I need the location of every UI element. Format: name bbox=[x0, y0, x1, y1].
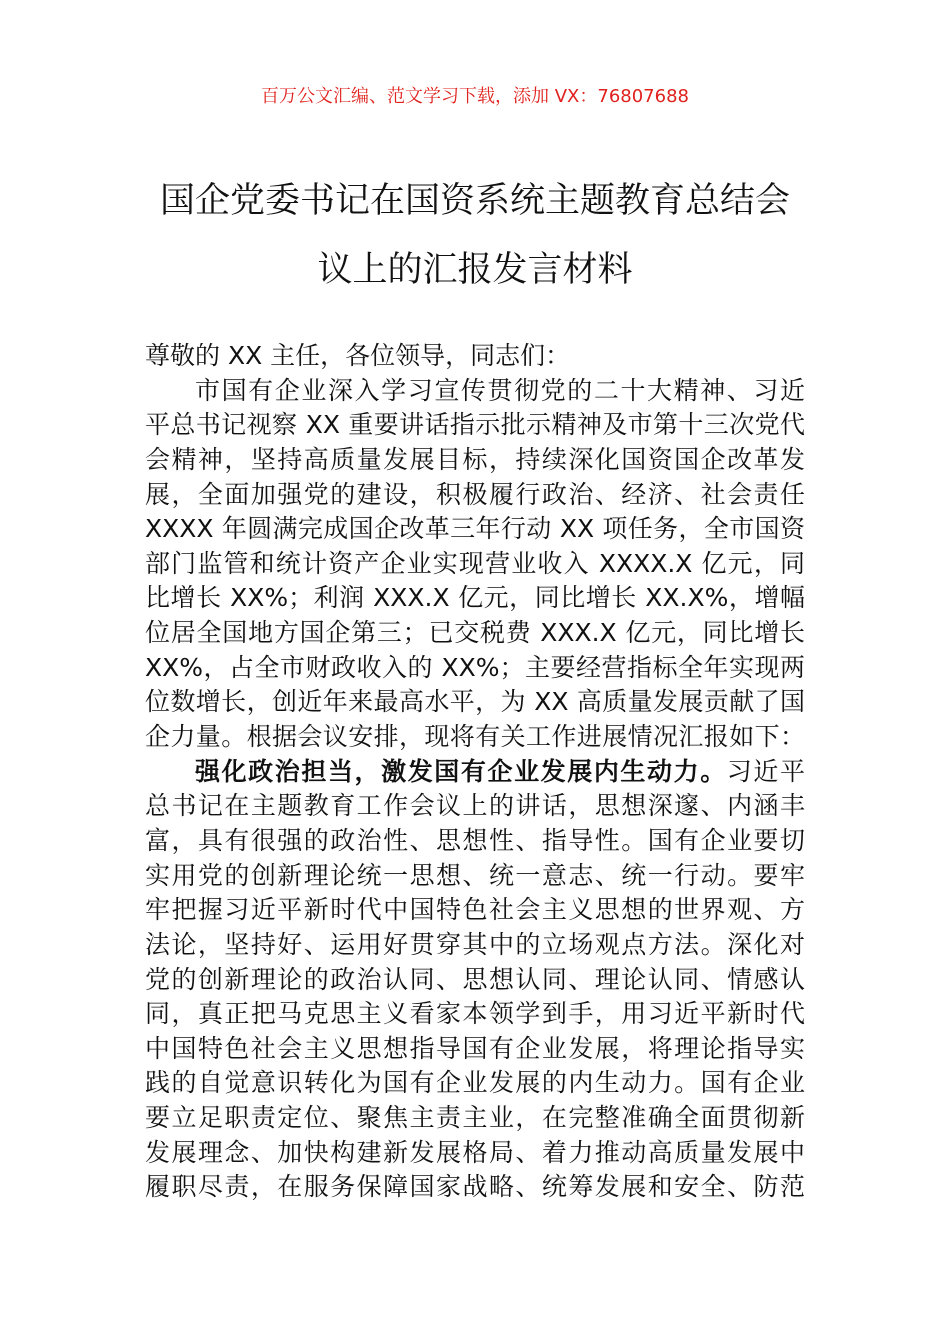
line-text: XXXX 年圆满完成国企改革三年行动 XX 项任务，全市国资 bbox=[145, 514, 805, 544]
line-text: 发展理念、加快构建新发展格局、着力推动高质量发展中 bbox=[145, 1137, 805, 1167]
text-line bbox=[145, 581, 805, 616]
text-line bbox=[145, 651, 805, 686]
text-line bbox=[145, 616, 805, 651]
line-text: 践的自觉意识转化为国有企业发展的内生动力。国有企业 bbox=[145, 1068, 805, 1098]
text-line bbox=[145, 824, 805, 859]
line-text: 位居全国地方国企第三；已交税费 XXX.X 亿元，同比增长 bbox=[145, 618, 805, 648]
text-line bbox=[145, 963, 805, 998]
line-text: 尊敬的 XX 主任，各位领导，同志们： bbox=[145, 341, 571, 370]
text-line bbox=[145, 755, 805, 790]
line-text: 展，全面加强党的建设，积极履行政治、经济、社会责任 bbox=[145, 479, 805, 509]
line-text: 位数增长，创近年来最高水平，为 XX 高质量发展贡献了国 bbox=[145, 687, 805, 717]
line-text: 企力量。根据会议安排，现将有关工作进展情况汇报如下： bbox=[145, 722, 805, 752]
text-line bbox=[145, 928, 805, 963]
text-line bbox=[145, 339, 805, 374]
line-text: 实用党的创新理论统一思想、统一意志、统一行动。要牢 bbox=[145, 860, 805, 890]
text-line bbox=[145, 1032, 805, 1067]
line-text: 同，真正把马克思主义看家本领学到手，用习近平新时代 bbox=[145, 999, 805, 1029]
section-heading: 强化政治担当，激发国有企业发展内生动力。 bbox=[195, 756, 727, 786]
line-text: 党的创新理论的政治认同、思想认同、理论认同、情感认 bbox=[145, 964, 805, 994]
text-line bbox=[145, 1066, 805, 1101]
text-line bbox=[145, 408, 805, 443]
text-line bbox=[145, 547, 805, 582]
watermark-header: 百万公文汇编、范文学习下载，添加 VX：76807688 bbox=[261, 86, 689, 107]
line-text: 会精神，坚持高质量发展目标，持续深化国资国企改革发 bbox=[145, 444, 805, 474]
line-text: 平总书记视察 XX 重要讲话指示批示精神及市第十三次党代 bbox=[145, 410, 805, 440]
line-text: 比增长 XX%；利润 XXX.X 亿元，同比增长 XX.X%，增幅 bbox=[145, 583, 805, 613]
text-line bbox=[145, 859, 805, 894]
text-line bbox=[145, 685, 805, 720]
text-line bbox=[145, 893, 805, 928]
text-line bbox=[145, 1101, 805, 1136]
text-line bbox=[145, 1136, 805, 1171]
text-line bbox=[145, 1170, 805, 1205]
line-text: 要立足职责定位、聚焦主责主业，在完整准确全面贯彻新 bbox=[145, 1103, 805, 1133]
document-body bbox=[145, 339, 805, 1205]
line-text: 部门监管和统计资产企业实现营业收入 XXXX.X 亿元，同 bbox=[145, 548, 805, 578]
text-line bbox=[145, 443, 805, 478]
line-text: XX%，占全市财政收入的 XX%；主要经营指标全年实现两 bbox=[145, 652, 805, 682]
text-line bbox=[145, 720, 805, 755]
line-text: 习近平 bbox=[726, 756, 805, 786]
text-line bbox=[145, 789, 805, 824]
text-line bbox=[145, 997, 805, 1032]
line-text: 履职尽责，在服务保障国家战略、统筹发展和安全、防范 bbox=[145, 1172, 805, 1202]
text-line bbox=[145, 478, 805, 513]
line-text: 牢把握习近平新时代中国特色社会主义思想的世界观、方 bbox=[145, 895, 805, 925]
text-line bbox=[145, 512, 805, 547]
document-title-line-1: 国企党委书记在国资系统主题教育总结会 bbox=[159, 181, 790, 221]
text-line bbox=[145, 374, 805, 409]
document-title-line-2: 议上的汇报发言材料 bbox=[317, 250, 633, 290]
line-text: 总书记在主题教育工作会议上的讲话，思想深邃、内涵丰 bbox=[145, 791, 805, 821]
line-text: 市国有企业深入学习宣传贯彻党的二十大精神、习近 bbox=[195, 375, 805, 405]
line-text: 法论，坚持好、运用好贯穿其中的立场观点方法。深化对 bbox=[145, 929, 805, 959]
line-text: 中国特色社会主义思想指导国有企业发展，将理论指导实 bbox=[145, 1033, 805, 1063]
line-text: 富，具有很强的政治性、思想性、指导性。国有企业要切 bbox=[145, 825, 805, 855]
